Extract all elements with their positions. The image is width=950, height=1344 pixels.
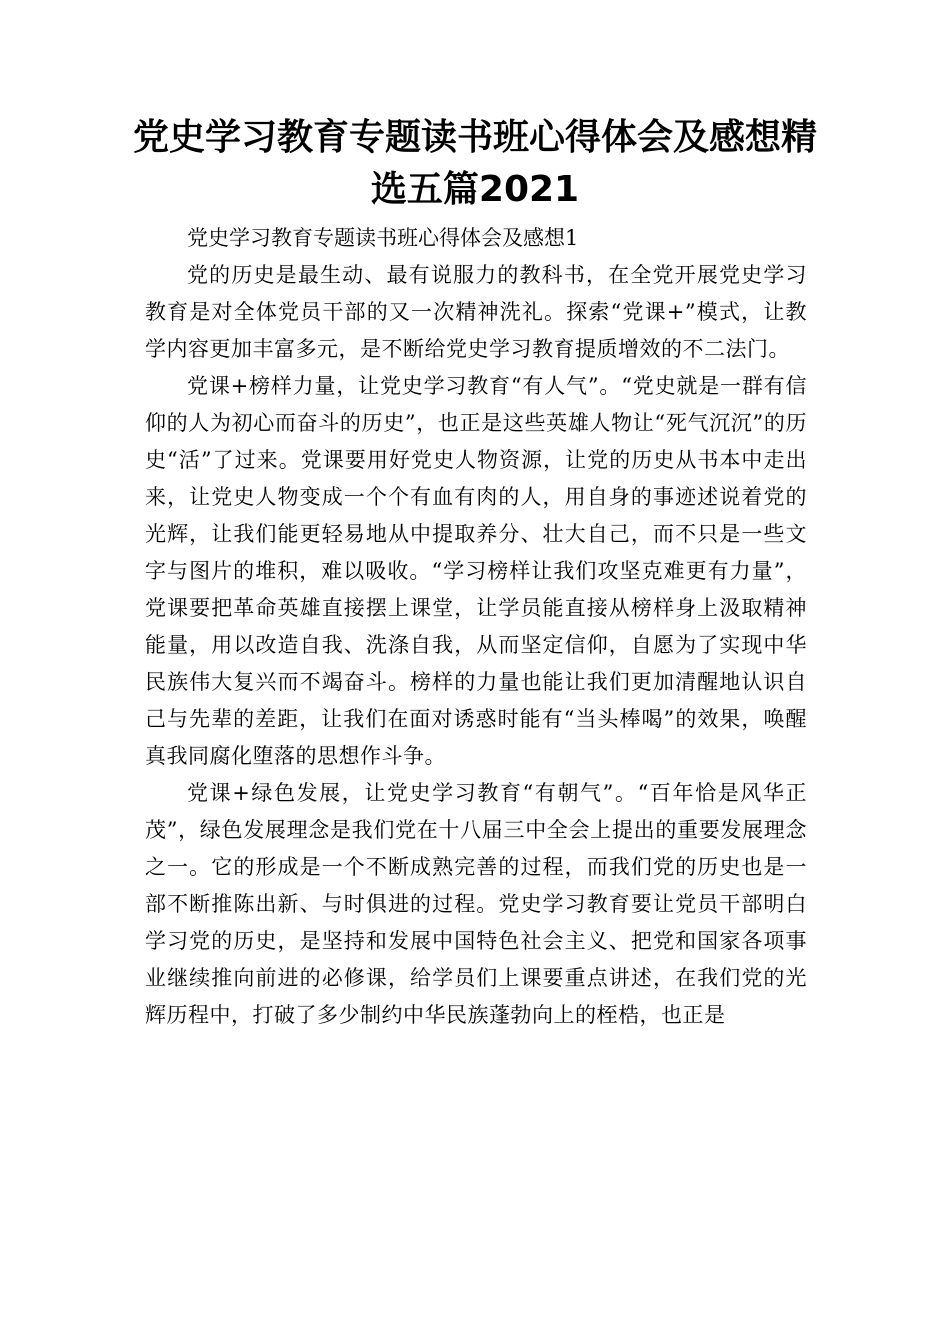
paragraph-intro: 党的历史是最生动、最有说服力的教科书，在全党开展党史学习教育是对全体党员干部的又一次精神洗礼。探索“党课+”模式，让教学内容更加丰富多元，是不断给党史学习教育提质增效的不二法门。 xyxy=(145,263,807,361)
paragraph-role-models: 党课+榜样力量，让党史学习教育“有人气”。“党史就是一群有信仰的人为初心而奋斗的历史”，也正是这些英雄人物让“死气沉沉”的历史“活”了过来。党课要用好党史人物资源，让党的历史从书本中走出来，让党史人物变成一个个有血有肉的人，用自身的事迹述说着党的光辉，让我们能更轻易地从中提取养分、壮大自己，而不只是一些文字与图片的堆积，难以吸收。“学习榜样让我们攻坚克难更有力量”，党课要把革命英雄直接摆上课堂，让学员能直接从榜样身上汲取精神能量，用以改造自我、洗涤自我，从而坚定信仰，自愿为了实现中华民族伟大复兴而不竭奋斗。榜样的力量也能让我们更加清醒地认识自己与先辈的差距，让我们在面对诱惑时能有“当头棒喝”的效果，唤醒真我同腐化堕落的思想作斗争。 xyxy=(145,374,807,768)
paragraph-green-development: 党课+绿色发展，让党史学习教育“有朝气”。“百年恰是风华正茂”，绿色发展理念是我们党在十八届三中全会上提出的重要发展理念之一。它的形成是一个不断成熟完善的过程，而我们党的历史也是一部不断推陈出新、与时俱进的过程。党史学习教育要让党员干部明白学习党的历史，是坚持和发展中国特色社会主义、把党和国家各项事业继续推向前进的必修课，给学员们上课要重点讲述，在我们党的光辉历程中，打破了多少制约中华民族蓬勃向上的桎梏，也正是 xyxy=(145,781,807,1027)
document-body xyxy=(145,220,807,1034)
document-title: 党史学习教育专题读书班心得体会及感想精选五篇2021 xyxy=(132,117,817,210)
section-subheading: 党史学习教育专题读书班心得体会及感想1 xyxy=(187,226,579,250)
